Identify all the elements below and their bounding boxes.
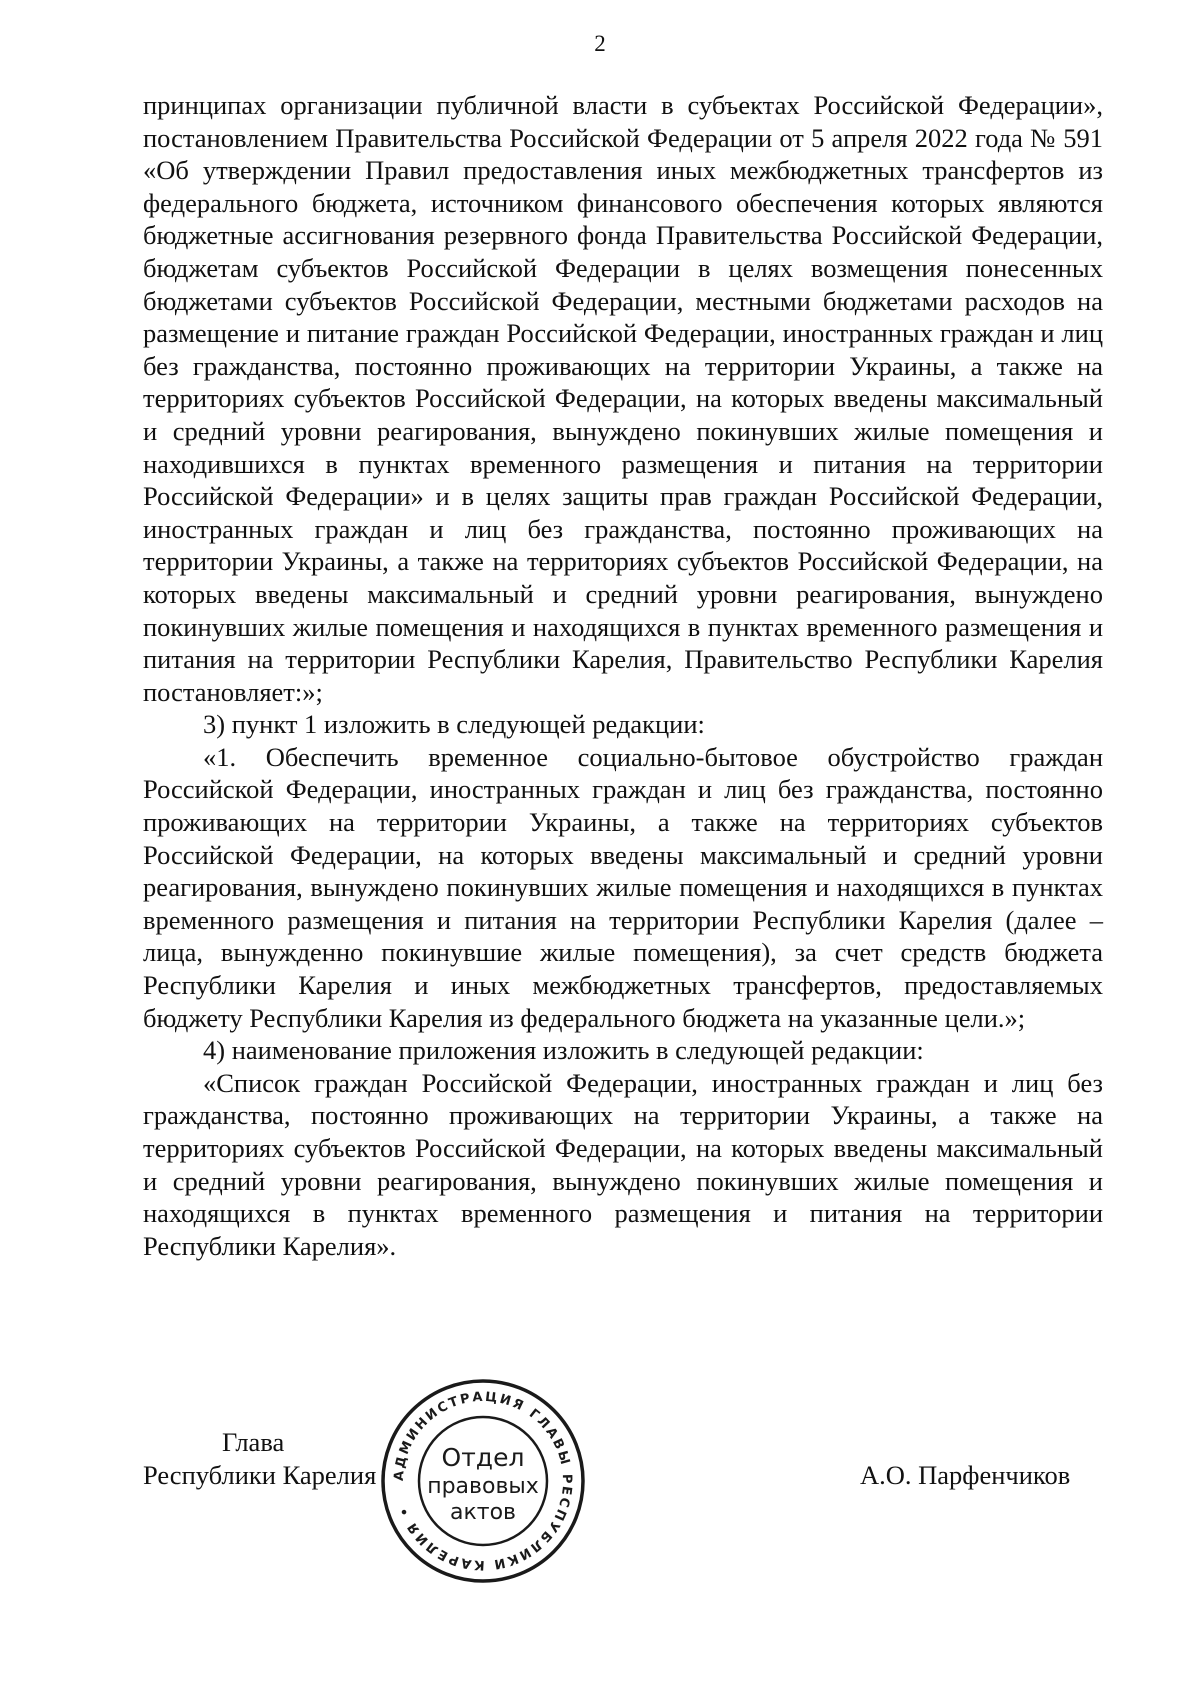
paragraph-item-1-text: «1. Обеспечить временное социально-бытовое обустройство граждан Российской Федерации, иностранных граждан и лиц без гражданства, постоянно проживающих на территории Украины, а также на территориях субъектов Российской Федерации, на которых введены максимальный и средний уровни реагирования, вынуждено покинувших жилые помещения и находящихся в пунктах временного размещения и питания на территории Республики Карелия (далее – лица, вынужденно покинувшие жилые помещения), за счет средств бюджета Республики Карелия и иных межбюджетных трансфертов, предоставляемых бюджету Республики Карелия из федерального бюджета на указанные цели.»; (143, 741, 1103, 1033)
paragraph-preamble-continuation: принципах организации публичной власти в субъектах Российской Федерации», постановлением Правительства Российской Федерации от 5 апреля 2022 года № 591 «Об утверждении Правил предоставления иных межбюджетных трансфертов из федерального бюджета, источником финансового обеспечения которых являются бюджетные ассигнования резервного фонда Правительства Российской Федерации, бюджетам субъектов Российской Федерации в целях возмещения понесенных бюджетами субъектов Российской Федерации, местными бюджетами расходов на размещение и питание граждан Российской Федерации, иностранных граждан и лиц без гражданства, постоянно проживающих на территории Украины, а также на территориях субъектов Российской Федерации, на которых введены максимальный и средний уровни реагирования, вынуждено покинувших жилые помещения и находившихся в пунктах временного размещения и питания на территории Российской Федерации» и в целях защиты прав граждан Российской Федерации, иностранных граждан и лиц без гражданства, постоянно проживающих на территории Украины, а также на территориях субъектов Российской Федерации, на которых введены максимальный и средний уровни реагирования, вынуждено покинувших жилые помещения и находящихся в пунктах временного размещения и питания на территории Республики Карелия, Правительство Республики Карелия постановляет:»; (143, 90, 1103, 707)
signatory-title-line1: Глава (222, 1427, 285, 1457)
page-number: 2 (594, 31, 606, 56)
signatory-title-line2: Республики Карелия (143, 1460, 377, 1490)
signatory-name: А.О. Парфенчиков (860, 1460, 1071, 1490)
paragraph-item-4-header: 4) наименование приложения изложить в следующей редакции: (203, 1035, 924, 1066)
stamp-text-line2: правовых (427, 1474, 539, 1499)
stamp-ring-text: АДМИНИСТРАЦИЯ ГЛАВЫ РЕСПУБЛИКИ КАРЕЛИЯ • (391, 1389, 575, 1573)
paragraph-appendix-title: «Список граждан Российской Федерации, иностранных граждан и лиц без гражданства, постоянно проживающих на территории Украины, а также на территориях субъектов Российской Федерации, на которых введены максимальный и средний уровни реагирования, вынуждено покинувших жилые помещения и находящихся в пунктах временного размещения и питания на территории Республики Карелия». (143, 1067, 1103, 1261)
paragraph-item-3-header: 3) пункт 1 изложить в следующей редакции: (203, 709, 705, 740)
document-body (143, 89, 1103, 1262)
official-stamp (378, 1376, 588, 1586)
signature-block (0, 1389, 1200, 1610)
stamp-text-line1: Отдел (441, 1443, 525, 1472)
stamp-text-line3: актов (449, 1500, 517, 1525)
